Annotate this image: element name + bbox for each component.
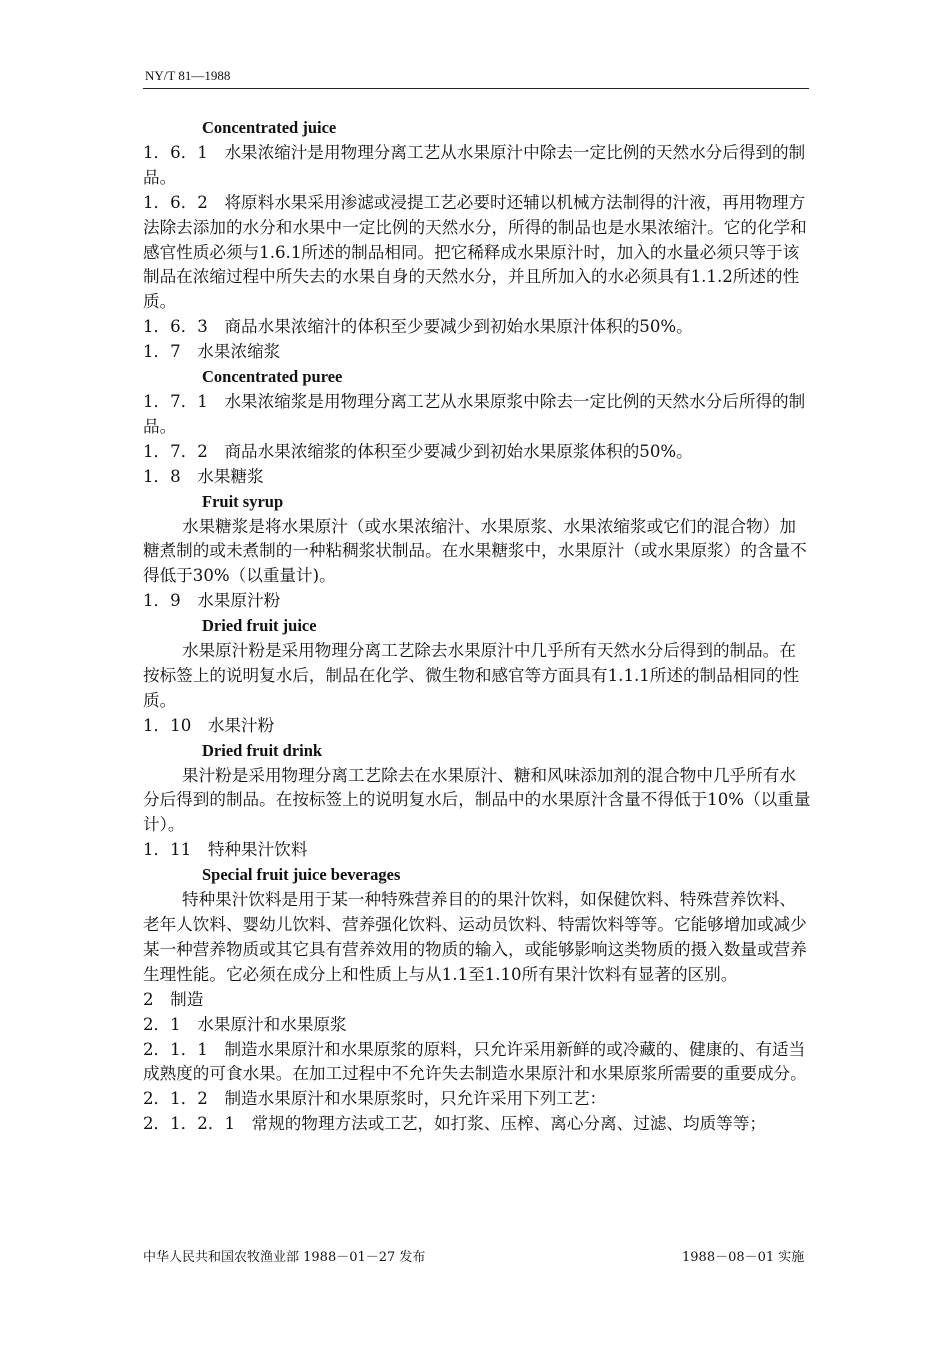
paragraph: 1．6．3 商品水果浓缩汁的体积至少要减少到初始水果原汁体积的50%。 — [143, 317, 693, 337]
english-term: Dried fruit drink — [202, 740, 323, 760]
english-term: Concentrated juice — [202, 118, 337, 137]
english-term: Special fruit juice beverages — [202, 865, 401, 885]
paragraph: 2．1．2 制造水果原汁和水果原浆时，只允许采用下列工艺： — [143, 1089, 607, 1109]
paragraph: 1．7．2 商品水果浓缩浆的体积至少要减少到初始水果原浆体积的50%。 — [143, 441, 693, 461]
english-term: Dried fruit juice — [202, 616, 317, 636]
paragraph: 1．6．2 将原料水果采用渗滤或浸提工艺必要时还辅以机械方法制得的汁液，再用物理方法除去添加的水分和水果中一定比例的天然水分，所得的制品也是水果浓缩汁。它的化学和感官性质必须与1.6.1所述的制品相同。把它稀释成水果原汁时，加入的水量必须只等于该制品在浓缩过程中所失去的水果自身的天然水分，并且所加入的水必须具有1.1.2所述的性质。 — [143, 192, 807, 312]
english-term: Concentrated puree — [202, 367, 343, 387]
paragraph: 1．7 水果浓缩浆 — [143, 342, 281, 362]
paragraph: 2 制造 — [143, 989, 204, 1009]
paragraph: 1．7．1 水果浓缩浆是用物理分离工艺从水果原浆中除去一定比例的天然水分后所得的制品。 — [143, 391, 806, 436]
footer-effective: 1988－08－01 实施 — [682, 1250, 805, 1265]
paragraph: 1．10 水果汁粉 — [143, 715, 275, 735]
paragraph: 2．1．1 制造水果原汁和水果原浆的原料，只允许采用新鲜的或冷藏的、健康的、有适当成熟度的可食水果。在加工过程中不允许失去制造水果原汁和水果原浆所需要的重要成分。 — [143, 1039, 807, 1084]
paragraph: 2．1 水果原汁和水果原浆 — [143, 1014, 347, 1034]
paragraph: 1．8 水果糖浆 — [143, 466, 264, 486]
paragraph: 特种果汁饮料是用于某一种特殊营养目的的果汁饮料，如保健饮料、特殊营养饮料、老年人饮料、婴幼儿饮料、营养强化饮料、运动员饮料、特需饮料等等。它能够增加或减少某一种营养物质或其它具有营养效用的物质的输入，或能够影响这类物质的摄入数量或营养生理性能。它必须在成分上和性质上与从1.1至1.10所有果汁饮料有显著的区别。 — [143, 890, 807, 984]
english-term: Fruit syrup — [202, 491, 284, 511]
standard-code: NY/T 81—1988 — [145, 68, 231, 83]
paragraph: 2．1．2．1 常规的物理方法或工艺，如打浆、压榨、离心分离、过滤、均质等等； — [143, 1114, 767, 1134]
page-header — [143, 68, 809, 89]
paragraph: 1．9 水果原汁粉 — [143, 591, 281, 611]
paragraph: 果汁粉是采用物理分离工艺除去在水果原汁、糖和风味添加剂的混合物中几乎所有水分后得到的制品。在按标签上的说明复水后，制品中的水果原汁含量不得低于10%（以重量计）。 — [143, 765, 811, 835]
paragraph: 水果原汁粉是采用物理分离工艺除去水果原汁中几乎所有天然水分后得到的制品。在按标签上的说明复水后，制品在化学、微生物和感官等方面具有1.1.1所述的制品相同的性质。 — [143, 641, 800, 710]
footer-issued: 中华人民共和国农牧渔业部 1988－01－27 发布 — [143, 1250, 426, 1265]
paragraph: 水果糖浆是将水果原汁（或水果浓缩汁、水果原浆、水果浓缩浆或它们的混合物）加糖煮制的或未煮制的一种粘稠浆状制品。在水果糖浆中，水果原汁（或水果原浆）的含量不得低于30%（以重量计)。 — [143, 516, 807, 586]
paragraph: 1．11 特种果汁饮料 — [143, 840, 308, 860]
document-body — [143, 116, 811, 1137]
paragraph: 1．6．1 水果浓缩汁是用物理分离工艺从水果原汁中除去一定比例的天然水分后得到的制品。 — [143, 142, 806, 187]
